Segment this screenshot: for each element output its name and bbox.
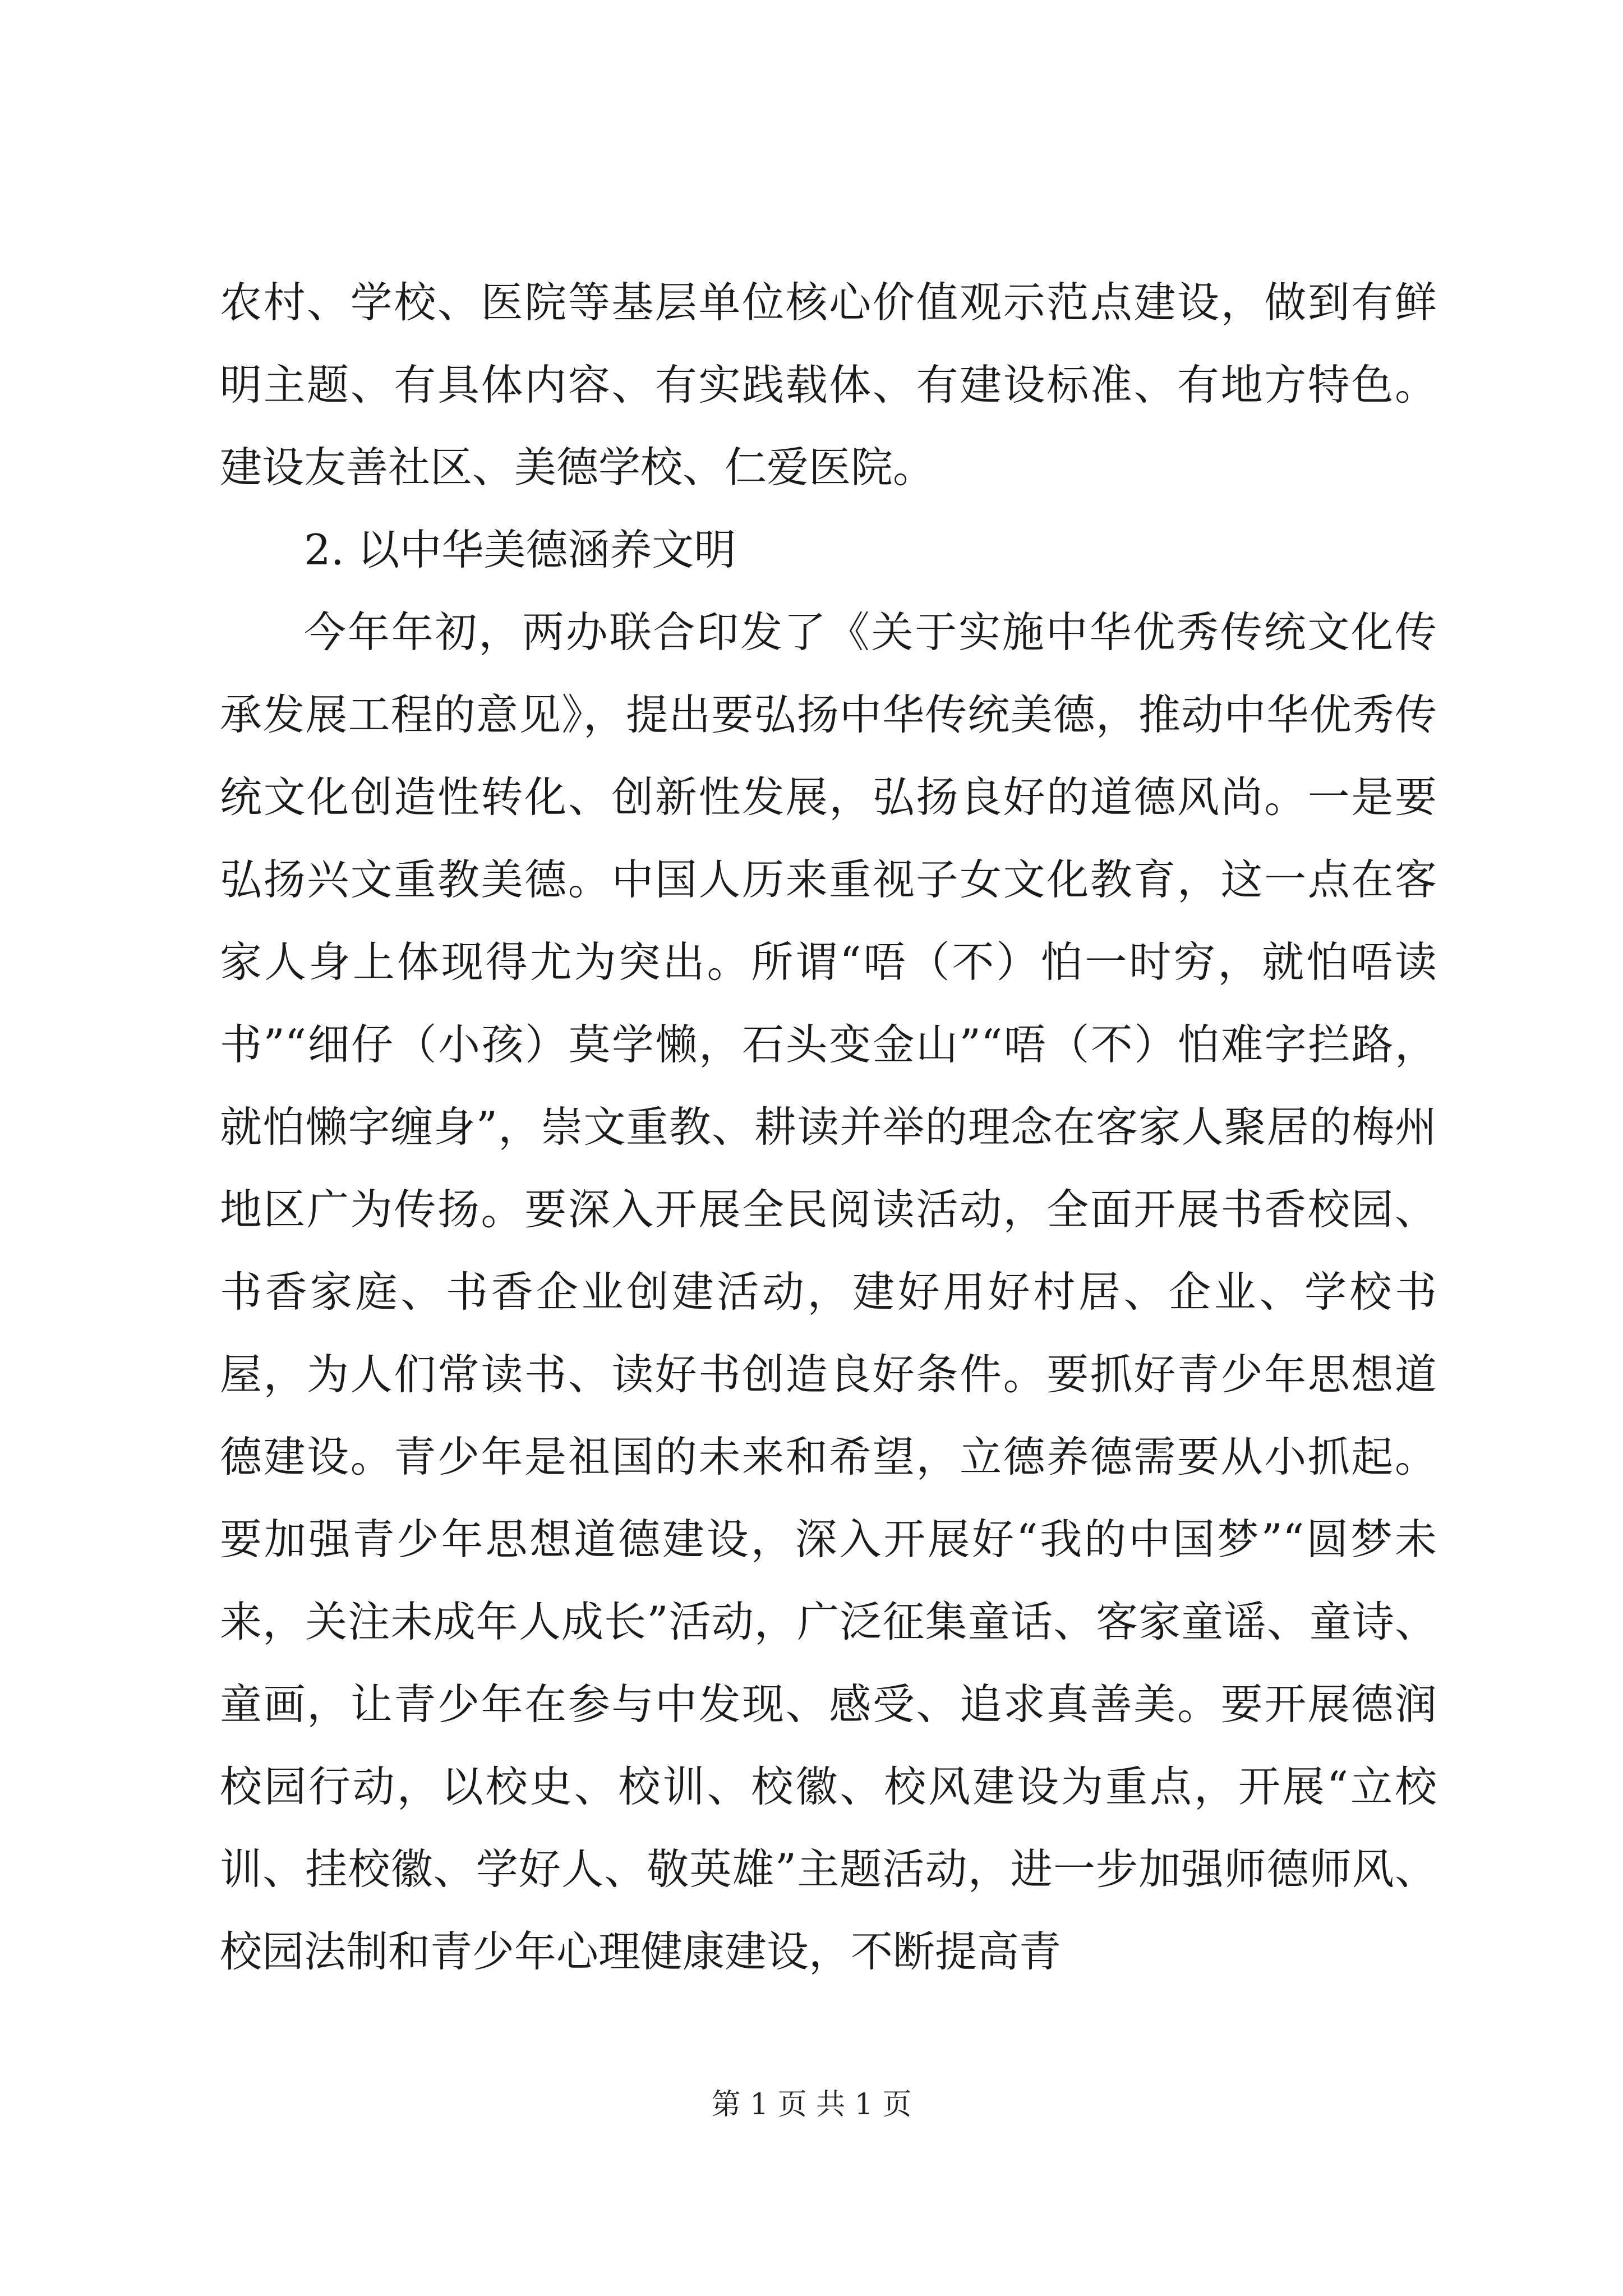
page-number-footer: 第 1 页 共 1 页	[711, 2088, 912, 2122]
paragraph-body: 今年年初，两办联合印发了《关于实施中华优秀传统文化传承发展工程的意见》，提出要弘扬中华传统美德，推动中华优秀传统文化创造性转化、创新性发展，弘扬良好的道德风尚。一是要弘扬兴文重教美德。中国人历来重视子女文化教育，这一点在客家人身上体现得尤为突出。所谓“唔（不）怕一时穷，就怕唔读书”“细仔（小孩）莫学懒，石头变金山”“唔（不）怕难字拦路，就怕懒字缠身”，崇文重教、耕读并举的理念在客家人聚居的梅州地区广为传扬。要深入开展全民阅读活动，全面开展书香校园、书香家庭、书香企业创建活动，建好用好村居、企业、学校书屋，为人们常读书、读好书创造良好条件。要抓好青少年思想道德建设。青少年是祖国的未来和希望，立德养德需要从小抓起。要加强青少年思想道德建设，深入开展好“我的中国梦”“圆梦未来，关注未成年人成长”活动，广泛征集童话、客家童谣、童诗、童画，让青少年在参与中发现、感受、追求真善美。要开展德润校园行动，以校史、校训、校徽、校风建设为重点，开展“立校训、挂校徽、学好人、敬英雄”主题活动，进一步加强师德师风、校园法制和青少年心理健康建设，不断提高青	[220, 608, 1437, 1976]
document-body	[220, 261, 1437, 1993]
section-heading: 2. 以中华美德涵养文明	[304, 525, 736, 574]
paragraph-continuation: 农村、学校、医院等基层单位核心价值观示范点建设，做到有鲜明主题、有具体内容、有实践载体、有建设标准、有地方特色。建设友善社区、美德学校、仁爱医院。	[220, 278, 1437, 492]
